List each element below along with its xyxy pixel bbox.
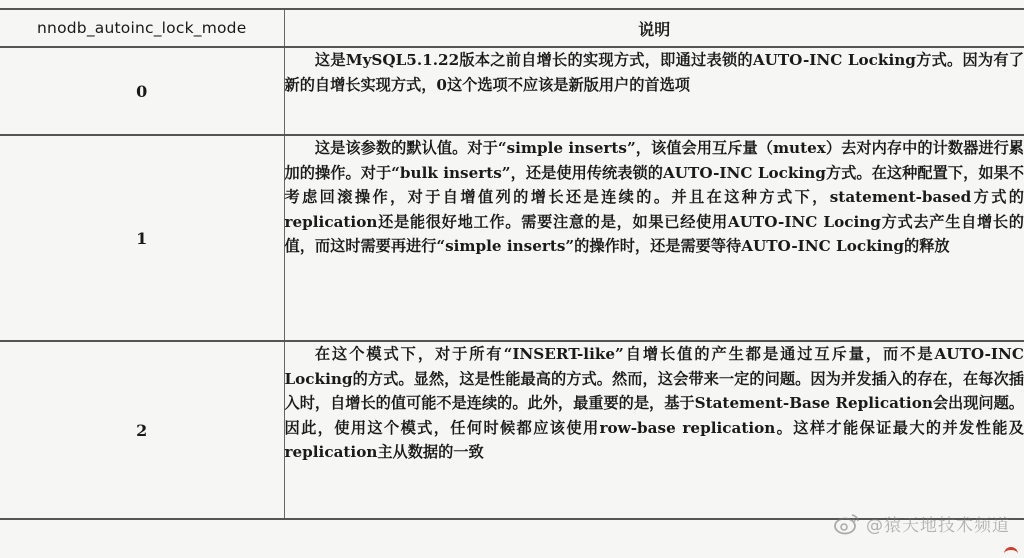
watermark-text: @猿天地技术频道 [866, 516, 1010, 536]
description-cell [284, 341, 1024, 519]
description-text: 在这个模式下，对于所有“INSERT-like”自增长值的产生都是通过互斥量，而不是AUTO-INC Locking的方式。显然，这是性能最高的方式。然而，这会带来一定的问题。因为并发插入的存在，在每次插入时，自增长的值可能不是连续的。此外，最重要的是，基于Statement-Base Replication会出现问题。因此，使用这个模式，任何时候都应该使用row-base replication。这样才能保证最大的并发性能及replication主从数据的一致 [284, 345, 1024, 461]
decorative-mark [1004, 547, 1018, 556]
description-cell [284, 47, 1024, 135]
mode-value: 2 [0, 341, 284, 519]
mode-value: 0 [0, 47, 284, 135]
watermark [834, 511, 1010, 536]
description-text: 这是MySQL5.1.22版本之前自增长的实现方式，即通过表锁的AUTO-INC Locking方式。因为有了新的自增长实现方式，0这个选项不应该是新版用户的首选项 [284, 51, 1024, 94]
mode-value: 1 [0, 135, 284, 341]
table-row [0, 341, 1024, 519]
autoinc-lock-mode-table [0, 8, 1024, 520]
weibo-icon [834, 513, 860, 535]
table-row [0, 47, 1024, 135]
header-mode: nnodb_autoinc_lock_mode [0, 9, 284, 47]
table-row [0, 135, 1024, 341]
description-text: 这是该参数的默认值。对于“simple inserts”，该值会用互斥量（mutex）去对内存中的计数器进行累加的操作。对于“bulk inserts”，还是使用传统表锁的AUTO-INC Locking方式。在这种配置下，如果不考虑回滚操作，对于自增值列的增长还是连续的。并且在这种方式下，statement-based方式的replication还是能很好地工作。需要注意的是，如果已经使用AUTO-INC Locing方式去产生自增长的值，而这时需要再进行“simple inserts”的操作时，还是需要等待AUTO-INC Locking的释放 [284, 139, 1024, 255]
description-cell [284, 135, 1024, 341]
header-description: 说明 [284, 9, 1024, 47]
table-header-row [0, 9, 1024, 47]
